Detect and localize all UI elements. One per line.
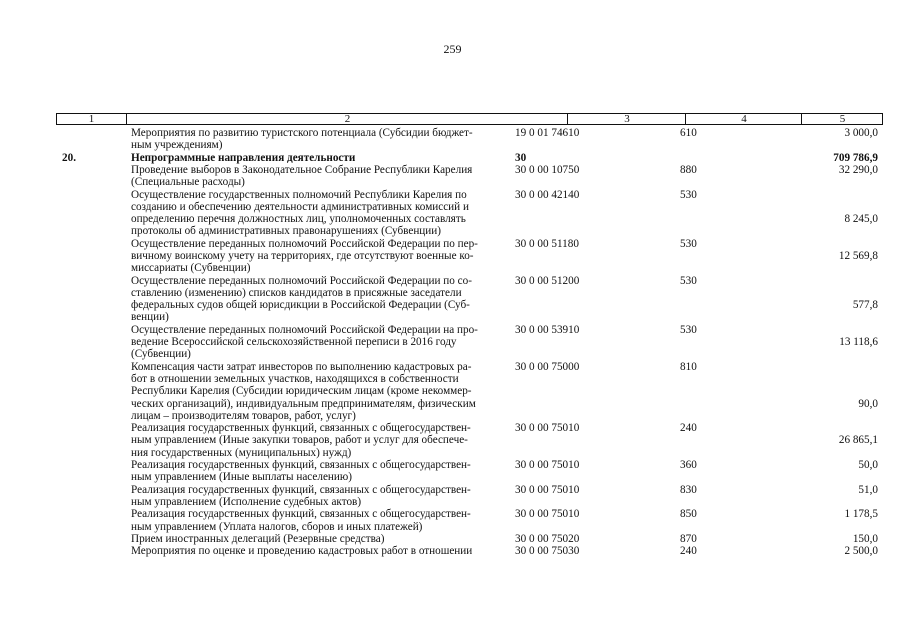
table-row (0, 422, 905, 459)
row-code: 30 0 00 75010 (515, 508, 580, 521)
table-row (0, 152, 905, 164)
row-name (131, 422, 501, 459)
header-col-1: 1 (88, 113, 95, 125)
row-name-line: (Субвенции) (131, 348, 191, 361)
row-expense-type: 850 (680, 508, 697, 521)
row-amount: 577,8 (852, 299, 878, 312)
row-expense-type: 610 (680, 127, 697, 139)
row-name-line: (Специальные расходы) (131, 176, 245, 189)
row-code: 30 0 00 75010 (515, 459, 580, 472)
row-name-line: ставлению (изменению) списков кандидатов в присяжные заседатели (131, 286, 462, 299)
row-name-line: Мероприятия по оценке и проведению кадастровых работ в отношении (131, 545, 473, 558)
row-expense-type: 530 (680, 323, 697, 336)
row-code: 30 0 00 42140 (515, 188, 580, 201)
table-row (0, 238, 905, 275)
table-row (0, 324, 905, 361)
row-expense-type: 830 (680, 483, 697, 496)
row-code: 30 0 00 75010 (515, 422, 580, 435)
row-name (131, 361, 501, 422)
table-row (0, 127, 905, 152)
row-name-line: Осуществление переданных полномочий Российской Федерации по пер- (131, 237, 478, 250)
row-name-line: Осуществление переданных полномочий Российской Федерации на про- (131, 323, 478, 336)
table-row (0, 484, 905, 509)
table-row (0, 533, 905, 545)
row-amount: 1 178,5 (844, 508, 878, 521)
row-name-line: ческих организаций), индивидуальным предпринимателям, физическим (131, 397, 476, 410)
row-code: 30 0 00 75030 (515, 545, 580, 558)
row-amount: 26 865,1 (838, 434, 878, 447)
header-col-4: 4 (685, 114, 802, 124)
row-expense-type: 870 (680, 532, 697, 545)
row-amount: 2 500,0 (844, 545, 878, 558)
table-row (0, 189, 905, 238)
header-col-3: 3 (567, 114, 686, 124)
row-expense-type: 240 (680, 422, 697, 435)
row-name-line: созданию и обеспечению деятельности административных комиссий и (131, 200, 469, 213)
row-name-line: ным управлением (Исполнение судебных актов) (131, 495, 362, 508)
row-amount: 150,0 (852, 532, 878, 545)
row-name-line: федеральных судов общей юрисдикции в Российской Федерации (Суб- (131, 299, 470, 312)
row-name (131, 238, 501, 275)
table-row (0, 275, 905, 324)
row-expense-type: 530 (680, 237, 697, 250)
row-name-line: венции) (131, 311, 169, 324)
row-name-line: Реализация государственных функций, связанных с общегосударствен- (131, 459, 471, 472)
row-name-line: Осуществление переданных полномочий Российской Федерации по со- (131, 274, 472, 287)
row-name (131, 545, 501, 557)
row-code: 30 0 00 75020 (515, 532, 580, 545)
table-row (0, 508, 905, 533)
page-number: 259 (443, 42, 462, 56)
row-name-line: лицам – производителям товаров, работ, услуг) (131, 409, 356, 422)
row-code: 30 0 00 75000 (515, 360, 580, 373)
row-amount: 90,0 (858, 397, 878, 410)
row-name (131, 508, 501, 533)
row-code: 19 0 01 74610 (515, 127, 580, 139)
row-name-line: Компенсация части затрат инвесторов по выполнению кадастровых ра- (131, 360, 472, 373)
header-col-2: 2 (126, 114, 568, 124)
row-name (131, 484, 501, 509)
table-row (0, 164, 905, 189)
row-name-line: вичному воинскому учету на территориях, где отсутствуют военные ко- (131, 249, 474, 262)
row-name-line: ным учреждениям) (131, 139, 223, 152)
row-code: 30 0 00 53910 (515, 323, 580, 336)
row-amount: 13 118,6 (839, 336, 878, 349)
table-row (0, 545, 905, 557)
row-code: 30 0 00 10750 (515, 163, 580, 176)
table-header-row (56, 113, 883, 125)
row-code: 30 0 00 75010 (515, 483, 580, 496)
row-expense-type: 880 (680, 163, 697, 176)
row-name-line: определению перечня должностных лиц, уполномоченных составлять (131, 213, 466, 226)
row-name-line: бот в отношении земельных участков, находящихся в собственности (131, 372, 459, 385)
row-name-line: Непрограммные направления деятельности (131, 151, 356, 164)
row-amount: 50,0 (858, 459, 878, 472)
row-name (131, 459, 501, 484)
row-name (131, 127, 501, 152)
row-expense-type: 240 (680, 545, 697, 558)
row-amount: 51,0 (858, 483, 878, 496)
row-name-line: Реализация государственных функций, связанных с общегосударствен- (131, 508, 471, 521)
row-name-line: миссариаты (Субвенции) (131, 262, 251, 275)
row-code: 30 (515, 151, 527, 164)
row-name-line: ным управлением (Уплата налогов, сборов и иных платежей) (131, 520, 423, 533)
row-name-line: Мероприятия по развитию туристского потенциала (Субсидии бюджет- (131, 127, 473, 139)
row-name (131, 324, 501, 361)
row-amount: 3 000,0 (844, 127, 878, 139)
row-name-line: ным управлением (Иные закупки товаров, работ и услуг для обеспече- (131, 434, 468, 447)
row-expense-type: 530 (680, 188, 697, 201)
table-row (0, 459, 905, 484)
row-name-line: Республики Карелия (Субсидии юридическим лицам (кроме некоммер- (131, 385, 472, 398)
row-expense-type: 360 (680, 459, 697, 472)
row-name-line: ния государственных (муниципальных) нужд) (131, 446, 352, 459)
row-name-line: Реализация государственных функций, связанных с общегосударствен- (131, 483, 471, 496)
row-name (131, 164, 501, 189)
row-number: 20. (62, 151, 76, 164)
row-amount: 8 245,0 (844, 213, 878, 226)
row-name (131, 275, 501, 324)
row-name (131, 152, 501, 164)
row-name (131, 533, 501, 545)
row-amount: 12 569,8 (838, 249, 878, 262)
row-code: 30 0 00 51180 (515, 237, 579, 250)
table-row (0, 361, 905, 423)
row-name-line: ведение Всероссийской сельскохозяйственной переписи в 2016 году (131, 336, 457, 349)
row-name-line: Осуществление государственных полномочий Республики Карелия по (131, 188, 467, 201)
row-name-line: протоколы об административных правонарушениях (Субвенции) (131, 225, 441, 238)
row-name (131, 189, 501, 238)
row-amount: 709 786,9 (833, 151, 878, 164)
row-name-line: ным управлением (Иные выплаты населению) (131, 471, 352, 484)
row-name-line: Проведение выборов в Законодательное Собрание Республики Карелия (131, 163, 473, 176)
row-name-line: Реализация государственных функций, связанных с общегосударствен- (131, 422, 471, 435)
row-name-line: Прием иностранных делегаций (Резервные средства) (131, 532, 385, 545)
row-expense-type: 810 (680, 360, 697, 373)
row-amount: 32 290,0 (838, 163, 878, 176)
row-code: 30 0 00 51200 (515, 274, 580, 287)
row-expense-type: 530 (680, 274, 697, 287)
header-col-5: 5 (801, 114, 883, 124)
